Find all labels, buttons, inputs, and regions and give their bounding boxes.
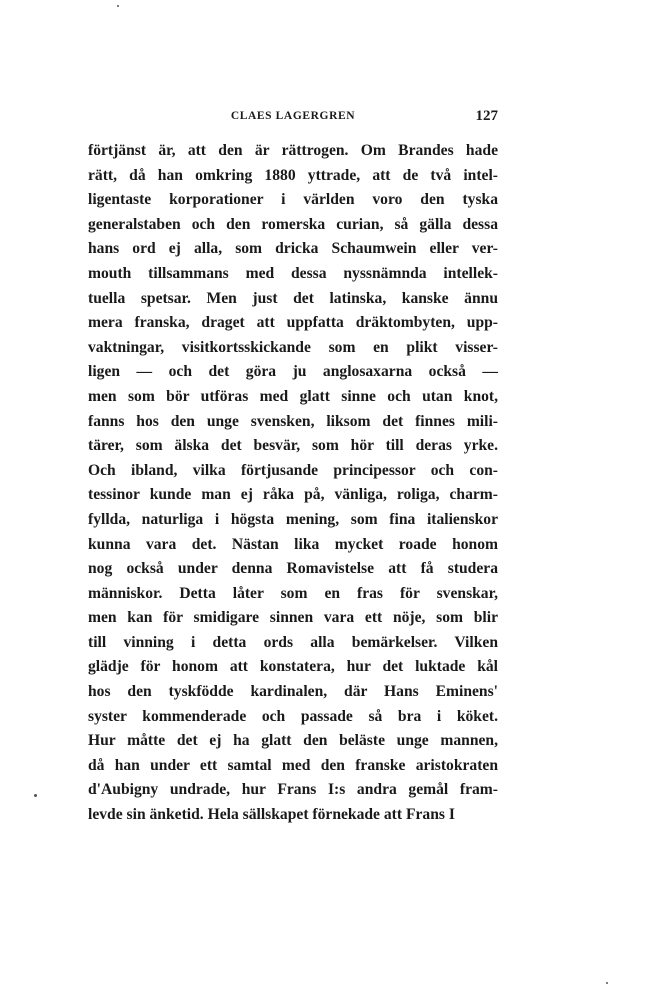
- text-line: förtjänst är, att den är rättrogen. Om Brandes hade: [88, 142, 498, 159]
- text-line: mera franska, draget att uppfatta dräktombyten, upp-: [88, 314, 498, 332]
- scan-speck: [34, 794, 37, 797]
- page-header: [88, 110, 498, 130]
- text-line: tuella spetsar. Men just det latinska, kanske ännu: [88, 289, 498, 307]
- text-line: fanns hos den unge svensken, liksom det finnes mili-: [88, 412, 498, 430]
- text-line: då han under ett samtal med den franske aristokraten: [88, 756, 498, 774]
- text-line: men kan för smidigare sinnen vara ett nöje, som blir: [88, 609, 498, 627]
- text-line: syster kommenderade och passade så bra i köket.: [88, 707, 498, 725]
- text-line: hos den tyskfödde kardinalen, där Hans Eminens': [88, 683, 498, 701]
- text-line: människor. Detta låter som en fras för svenskar,: [88, 584, 498, 602]
- text-line: tessinor kunde man ej råka på, vänliga, roliga, charm-: [88, 486, 498, 504]
- text-line: mouth tillsammans med dessa nyssnämnda intellek-: [88, 264, 498, 282]
- text-line: kunna vara det. Nästan lika mycket roade honom: [88, 535, 498, 553]
- text-line: vaktningar, visitkortsskickande som en plikt visser-: [88, 338, 498, 356]
- body-text: [88, 139, 498, 828]
- text-line: ligentaste korporationer i världen voro den tyska: [88, 191, 498, 209]
- text-line: nog också under denna Romavistelse att få studera: [88, 560, 498, 578]
- text-line: rätt, då han omkring 1880 yttrade, att de två intel-: [88, 166, 498, 184]
- text-line: glädje för honom att konstatera, hur det luktade kål: [88, 658, 498, 676]
- page-number: 127: [475, 108, 498, 124]
- text-line: Och ibland, vilka förtjusande principessor och con-: [88, 461, 498, 479]
- text-line: till vinning i detta ords alla bemärkelser. Vilken: [88, 633, 498, 651]
- text-line: ligen — och det göra ju anglosaxarna också —: [88, 363, 498, 381]
- scan-speck: [117, 5, 119, 7]
- text-line: tärer, som älska det besvär, som hör till deras yrke.: [88, 437, 498, 455]
- text-line: generalstaben och den romerska curian, så gälla dessa: [88, 215, 498, 233]
- text-line: d'Aubigny undrade, hur Frans I:s andra gemål fram-: [88, 781, 498, 799]
- text-line: levde sin änketid. Hela sällskapet förnekade att Frans I: [88, 806, 455, 824]
- text-line: Hur måtte det ej ha glatt den beläste unge mannen,: [88, 732, 498, 750]
- text-line: men som bör utföras med glatt sinne och utan knot,: [88, 387, 498, 405]
- text-line: fyllda, naturliga i högsta mening, som fina italienskor: [88, 510, 498, 528]
- running-head: CLAES LAGERGREN: [230, 110, 356, 122]
- scan-speck: [606, 982, 608, 984]
- text-line: hans ord ej alla, som dricka Schaumwein eller ver-: [88, 240, 498, 258]
